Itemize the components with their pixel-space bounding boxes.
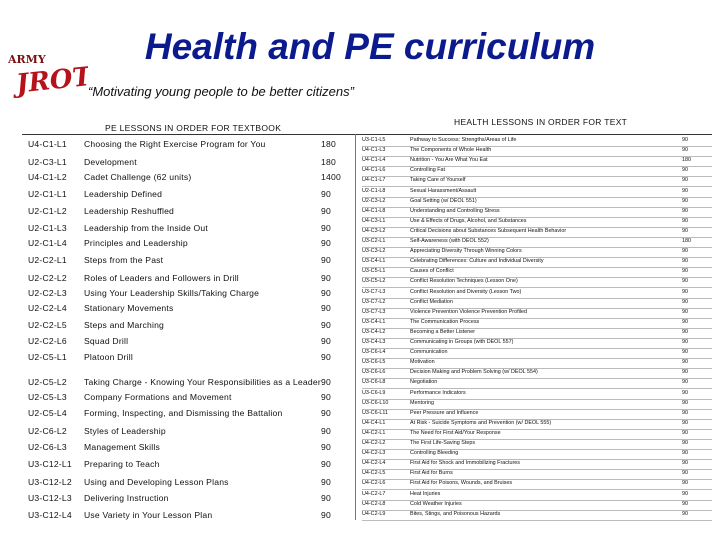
health-lesson-minutes: 90 — [682, 227, 688, 234]
pe-lesson-row — [28, 255, 348, 269]
health-lesson-minutes: 90 — [682, 500, 688, 507]
health-lesson-minutes: 90 — [682, 429, 688, 436]
health-lesson-name: The Need for First Aid/Your Response — [410, 429, 501, 436]
pe-lesson-name: Styles of Leadership — [84, 426, 166, 436]
health-lesson-name: Heat Injuries — [410, 490, 441, 497]
health-lesson-name: The Components of Whole Health — [410, 147, 492, 154]
health-lesson-code: U3-C6-L9 — [362, 389, 386, 396]
pe-lesson-name: Stationary Movements — [84, 303, 174, 313]
health-lesson-code: U4-C2-L4 — [362, 460, 386, 467]
pe-lesson-minutes: 90 — [321, 442, 331, 452]
pe-lesson-code: U3-C12-L1 — [28, 459, 72, 469]
health-lesson-code: U4-C2-L2 — [362, 440, 386, 446]
pe-lesson-code: U2-C5-L2 — [28, 377, 67, 387]
pe-lesson-name: Using Your Leadership Skills/Taking Charge — [84, 288, 260, 298]
subtitle: “Motivating young people to be better citizens” — [88, 84, 354, 99]
pe-lesson-row — [28, 426, 348, 440]
health-lesson-name: First Aid for Poisons, Wounds, and Bruises — [410, 480, 513, 487]
health-lesson-code: U3-C1-L5 — [362, 137, 386, 143]
pe-lesson-minutes: 90 — [321, 238, 331, 248]
health-lesson-minutes: 90 — [682, 359, 688, 366]
health-lesson-name: Motivation — [410, 359, 435, 366]
health-lesson-minutes: 90 — [682, 328, 688, 335]
health-lesson-code: U4-C3-L1 — [362, 217, 386, 224]
health-lesson-name: Communication — [410, 349, 448, 356]
health-lesson-minutes: 90 — [682, 318, 688, 325]
pe-lesson-name: Forming, Inspecting, and Dismissing the Battalion — [84, 408, 283, 418]
column-divider — [355, 134, 356, 520]
page-title: Health and PE curriculum — [144, 26, 596, 67]
health-lesson-minutes: 90 — [682, 389, 688, 396]
pe-lesson-code: U2-C2-L1 — [28, 255, 67, 265]
pe-lesson-code: U4-C1-L1 — [28, 139, 67, 149]
pe-lesson-code: U2-C6-L2 — [28, 426, 67, 436]
pe-lesson-minutes: 90 — [321, 377, 331, 387]
health-lesson-minutes: 90 — [682, 349, 688, 356]
health-lesson-code: U3-C4-L3 — [362, 339, 386, 345]
health-lesson-name: Cold Weather Injuries — [410, 500, 462, 507]
pe-lesson-code: U3-C12-L4 — [28, 510, 72, 520]
pe-lesson-name: Leadership Reshuffled — [84, 206, 175, 216]
health-lesson-name: Performance Indicators — [410, 389, 466, 396]
health-lesson-code: U3-C6-L8 — [362, 379, 386, 386]
health-lesson-code: U2-C1-L8 — [362, 187, 386, 194]
pe-lesson-minutes: 90 — [321, 392, 331, 402]
health-lesson-minutes: 90 — [682, 339, 688, 345]
pe-lesson-minutes: 90 — [321, 336, 331, 346]
pe-lesson-name: Roles of Leaders and Followers in Drill — [84, 273, 239, 283]
logo-jrotc-text: JROTC — [14, 59, 88, 98]
pe-lesson-minutes: 90 — [321, 426, 331, 436]
health-lesson-code: U3-C6-L5 — [362, 359, 386, 366]
health-lesson-name: Conflict Resolution Techniques (Lesson One) — [410, 278, 518, 285]
health-lesson-minutes: 90 — [682, 379, 688, 386]
pe-lesson-row — [28, 392, 348, 406]
health-lesson-code: U4-C1-L4 — [362, 157, 386, 164]
pe-lesson-minutes: 90 — [321, 223, 331, 233]
health-lesson-code: U3-C4-L1 — [362, 318, 386, 325]
health-lesson-code: U4-C1-L8 — [362, 207, 386, 214]
health-lessons-header: HEALTH LESSONS IN ORDER FOR TEXT — [454, 117, 628, 127]
health-lesson-minutes: 90 — [682, 440, 688, 446]
health-lesson-code: U3-C7-L3 — [362, 288, 386, 295]
health-lesson-code: U3-C7-L2 — [362, 298, 386, 305]
pe-lesson-minutes: 90 — [321, 477, 331, 487]
health-lesson-minutes: 90 — [682, 187, 688, 194]
health-lesson-name: Bites, Stings, and Poisonous Hazards — [410, 510, 501, 517]
pe-lesson-name: Cadet Challenge (62 units) — [84, 172, 192, 182]
pe-lesson-code: U2-C5-L3 — [28, 392, 67, 402]
pe-lesson-minutes: 90 — [321, 303, 331, 313]
pe-lesson-code: U2-C1-L2 — [28, 206, 67, 216]
pe-lesson-name: Platoon Drill — [84, 352, 133, 362]
pe-lesson-row — [28, 408, 348, 422]
health-lesson-code: U4-C2-L9 — [362, 510, 386, 517]
health-lesson-code: U4-C4-L1 — [362, 419, 386, 426]
health-lesson-code: U4-C2-L5 — [362, 470, 386, 477]
pe-lesson-code: U2-C2-L4 — [28, 303, 67, 313]
pe-lesson-code: U2-C2-L6 — [28, 336, 67, 346]
pe-lesson-row — [28, 288, 348, 302]
health-lesson-name: Sexual Harassment/Assault — [410, 187, 477, 194]
pe-lesson-row — [28, 493, 348, 507]
pe-lesson-name: Development — [84, 157, 137, 167]
health-lesson-code: U3-C4-L1 — [362, 258, 386, 265]
health-lesson-name: Appreciating Diversity Through Winning Colors — [410, 248, 522, 255]
health-lesson-name: Peer Pressure and Influence — [410, 409, 479, 416]
pe-lesson-code: U2-C2-L5 — [28, 320, 67, 330]
pe-lesson-row — [28, 510, 348, 524]
pe-lesson-minutes: 90 — [321, 189, 331, 199]
health-lesson-code: U3-C7-L3 — [362, 308, 386, 315]
health-lesson-minutes: 90 — [682, 217, 688, 224]
health-lesson-name: Violence Prevention Violence Prevention Profiled — [410, 308, 527, 315]
pe-lesson-row — [28, 189, 348, 203]
health-lesson-code: U3-C6-L6 — [362, 369, 386, 376]
health-lesson-code: U3-C2-L1 — [362, 238, 386, 244]
pe-lesson-minutes: 90 — [321, 273, 331, 283]
pe-lesson-minutes: 90 — [321, 206, 331, 216]
pe-lesson-row — [28, 172, 348, 186]
health-lesson-minutes: 90 — [682, 147, 688, 154]
pe-lesson-name: Use Variety in Your Lesson Plan — [84, 510, 213, 520]
health-lesson-minutes: 90 — [682, 298, 688, 305]
health-lesson-minutes: 90 — [682, 268, 688, 275]
pe-lesson-name: Steps and Marching — [84, 320, 165, 330]
health-lesson-name: Controlling Bleeding — [410, 450, 459, 457]
health-lesson-name: Causes of Conflict — [410, 268, 454, 275]
pe-lesson-row — [28, 303, 348, 317]
pe-lesson-code: U3-C12-L2 — [28, 477, 72, 487]
health-lesson-minutes: 90 — [682, 419, 688, 426]
pe-lesson-name: Squad Drill — [84, 336, 129, 346]
pe-lesson-minutes: 180 — [321, 139, 336, 149]
health-lesson-code: U4-C2-L8 — [362, 500, 386, 507]
health-lesson-minutes: 90 — [682, 490, 688, 497]
pe-lesson-minutes: 180 — [321, 157, 336, 167]
pe-lesson-minutes: 90 — [321, 459, 331, 469]
pe-lesson-name: Leadership Defined — [84, 189, 163, 199]
health-lesson-name: Self-Awareness (with DEOL 552) — [410, 238, 489, 244]
pe-lesson-row — [28, 206, 348, 220]
health-lesson-name: Negotiation — [410, 379, 438, 386]
pe-lesson-name: Using and Developing Lesson Plans — [84, 477, 229, 487]
header-divider — [22, 134, 712, 135]
health-lesson-code: U4-C2-L3 — [362, 450, 386, 457]
pe-lesson-minutes: 90 — [321, 255, 331, 265]
pe-lesson-name: Principles and Leadership — [84, 238, 188, 248]
pe-lessons-header: PE LESSONS IN ORDER FOR TEXTBOOK — [105, 123, 282, 133]
health-lesson-code: U4-C1-L3 — [362, 147, 386, 154]
pe-lesson-row — [28, 459, 348, 473]
health-lesson-code: U4-C3-L2 — [362, 227, 386, 234]
health-lesson-code: U4-C2-L6 — [362, 480, 386, 487]
pe-lesson-code: U2-C2-L3 — [28, 288, 67, 298]
jrotc-logo — [2, 36, 88, 98]
health-lesson-minutes: 90 — [682, 480, 688, 487]
pe-lesson-name: Choosing the Right Exercise Program for You — [84, 139, 266, 149]
pe-lesson-code: U2-C3-L1 — [28, 157, 67, 167]
pe-lesson-name: Leadership from the Inside Out — [84, 223, 208, 233]
health-lesson-minutes: 90 — [682, 470, 688, 477]
pe-lesson-row — [28, 477, 348, 491]
pe-lesson-code: U2-C2-L2 — [28, 273, 67, 283]
health-lesson-code: U3-C4-L2 — [362, 328, 386, 335]
health-lesson-name: Taking Care of Yourself — [410, 177, 466, 184]
pe-lesson-row — [28, 352, 348, 366]
pe-lesson-code: U3-C12-L3 — [28, 493, 72, 503]
health-lesson-code: U2-C3-L2 — [362, 197, 386, 204]
health-lesson-code: U4-C2-L1 — [362, 429, 386, 436]
health-lesson-minutes: 90 — [682, 409, 688, 416]
health-lesson-minutes: 90 — [682, 258, 688, 265]
health-lesson-minutes: 90 — [682, 207, 688, 214]
health-lesson-minutes: 90 — [682, 137, 688, 143]
health-lesson-minutes: 90 — [682, 450, 688, 457]
logo-army-text: ARMY — [8, 53, 46, 66]
health-lesson-minutes: 90 — [682, 278, 688, 285]
health-lesson-code: U3-C5-L1 — [362, 268, 386, 275]
pe-lesson-name: Steps from the Past — [84, 255, 164, 265]
health-lesson-row — [362, 510, 712, 521]
health-lesson-name: Use & Effects of Drugs, Alcohol, and Substances — [410, 217, 527, 224]
pe-lesson-minutes: 90 — [321, 320, 331, 330]
health-lesson-minutes: 90 — [682, 197, 688, 204]
health-lesson-name: First Aid for Shock and Immobilizing Fractures — [410, 460, 520, 467]
pe-lesson-row — [28, 273, 348, 287]
health-lesson-minutes: 90 — [682, 248, 688, 255]
health-lesson-minutes: 90 — [682, 399, 688, 406]
pe-lesson-name: Delivering Instruction — [84, 493, 169, 503]
health-lesson-code: U4-C2-L7 — [362, 490, 386, 497]
pe-lesson-row — [28, 377, 348, 391]
health-lesson-minutes: 90 — [682, 288, 688, 295]
pe-lesson-code: U2-C6-L3 — [28, 442, 67, 452]
health-lesson-name: Conflict Resolution and Diversity (Lesson Two) — [410, 288, 522, 295]
pe-lesson-name: Preparing to Teach — [84, 459, 160, 469]
pe-lesson-row — [28, 223, 348, 237]
health-lesson-code: U3-C6-L4 — [362, 349, 386, 356]
pe-lesson-name: Management Skills — [84, 442, 161, 452]
health-lesson-minutes: 90 — [682, 308, 688, 315]
pe-lesson-row — [28, 157, 348, 171]
health-lesson-name: The First Life-Saving Steps — [410, 440, 476, 446]
health-lesson-minutes: 180 — [682, 238, 691, 244]
pe-lesson-minutes: 90 — [321, 288, 331, 298]
health-lesson-name: Goal Setting (w/ DEOL 551) — [410, 197, 477, 204]
pe-lesson-row — [28, 442, 348, 456]
pe-lesson-name: Company Formations and Movement — [84, 392, 232, 402]
pe-lesson-name: Taking Charge - Knowing Your Responsibilities as a Leader — [84, 377, 321, 387]
pe-lesson-row — [28, 336, 348, 350]
health-lesson-code: U4-C1-L6 — [362, 167, 386, 174]
pe-lesson-row — [28, 139, 348, 153]
health-lesson-name: At Risk - Suicide Symptoms and Prevention (w/ DEOL 555) — [410, 419, 552, 426]
health-lesson-name: Communicating in Groups (with DEOL 557) — [410, 339, 514, 345]
health-lesson-name: Mentoring — [410, 399, 434, 406]
health-lesson-name: The Communication Process — [410, 318, 480, 325]
health-lesson-minutes: 90 — [682, 369, 688, 376]
health-lesson-name: Conflict Mediation — [410, 298, 453, 305]
health-lesson-code: U3-C5-L2 — [362, 278, 386, 285]
health-lesson-minutes: 90 — [682, 177, 688, 184]
health-lesson-name: Becoming a Better Listener — [410, 328, 476, 335]
health-lesson-name: Critical Decisions about Substances Subsequent Health Behavior — [410, 227, 567, 234]
pe-lesson-row — [28, 320, 348, 334]
health-lesson-code: U3-C3-L2 — [362, 248, 386, 255]
pe-lesson-code: U4-C1-L2 — [28, 172, 67, 182]
health-lesson-minutes: 90 — [682, 510, 688, 517]
pe-lesson-minutes: 90 — [321, 510, 331, 520]
pe-lesson-code: U2-C5-L4 — [28, 408, 67, 418]
health-lesson-name: Controlling Fat — [410, 167, 446, 174]
pe-lesson-code: U2-C1-L1 — [28, 189, 67, 199]
health-lesson-minutes: 90 — [682, 460, 688, 467]
health-lesson-name: Nutrition - You Are What You Eat — [410, 157, 488, 164]
health-lesson-name: First Aid for Burns — [410, 470, 453, 477]
pe-lesson-minutes: 90 — [321, 408, 331, 418]
pe-lesson-minutes: 90 — [321, 352, 331, 362]
health-lesson-minutes: 90 — [682, 167, 688, 174]
health-lesson-code: U3-C6-L11 — [362, 409, 388, 416]
pe-lesson-code: U2-C1-L4 — [28, 238, 67, 248]
health-lesson-name: Pathway to Success: Strengths/Areas of Life — [410, 137, 517, 143]
health-lesson-name: Decision Making and Problem Solving (w/ DEOL 554) — [410, 369, 538, 376]
health-lesson-minutes: 180 — [682, 157, 691, 164]
pe-lesson-code: U2-C1-L3 — [28, 223, 67, 233]
health-lesson-code: U4-C1-L7 — [362, 177, 386, 184]
health-lesson-name: Understanding and Controlling Stress — [410, 207, 500, 214]
health-lesson-code: U3-C6-L10 — [362, 399, 389, 406]
pe-lesson-row — [28, 238, 348, 252]
pe-lesson-code: U2-C5-L1 — [28, 352, 67, 362]
health-lesson-name: Celebrating Differences: Culture and Individual Diversity — [410, 258, 544, 265]
pe-lesson-minutes: 90 — [321, 493, 331, 503]
pe-lesson-minutes: 1400 — [321, 172, 341, 182]
